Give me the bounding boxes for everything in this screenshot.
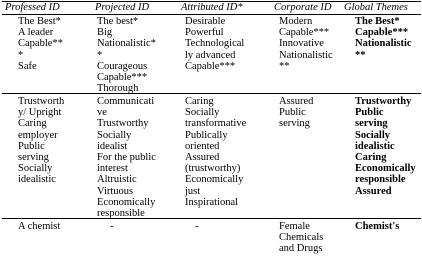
cell-line: idealist (97, 140, 128, 152)
cell-line: Assured (185, 152, 220, 164)
header-corporate-id: Corporate ID (274, 2, 332, 13)
header-professed-id: Professed ID (5, 2, 60, 13)
cell-corporate (279, 221, 323, 255)
cell-line: Female (279, 221, 310, 232)
cell-line: The Best* (355, 16, 400, 27)
cell-line: Caring (185, 96, 214, 107)
cell-line: Assured (279, 96, 314, 107)
cell-line: Socially (97, 129, 132, 141)
cell-line: Economically (185, 174, 244, 186)
cell-line: Modern (279, 16, 313, 27)
cell-line: employer (18, 129, 58, 141)
cell-attributed (185, 16, 244, 72)
cell-line: serving (18, 152, 49, 164)
cell-line: For the public (97, 152, 156, 164)
cell-line: Powerful (185, 27, 224, 39)
cell-line: A chemist (18, 221, 61, 232)
cell-projected (97, 96, 156, 219)
cell-line: - (110, 221, 114, 232)
cell-line: ve (97, 107, 107, 119)
cell-line: Altruistic (97, 174, 137, 186)
cell-line: The Best* (18, 16, 61, 27)
cell-line: Nationalistic (355, 38, 412, 50)
cell-line: Socially (355, 129, 391, 141)
header-projected-id: Projected ID (95, 2, 150, 13)
header-global-themes: Global Themes (344, 2, 408, 13)
cell-global-themes (355, 96, 416, 197)
cell-line: Nationalistic (279, 49, 333, 61)
cell-professed (18, 16, 63, 72)
row-divider-1 (2, 93, 421, 94)
cell-line: Caring (355, 152, 387, 164)
cell-line: Capable*** (355, 27, 409, 39)
cell-line: Chemicals (279, 232, 324, 244)
cell-line: Assured (355, 185, 392, 197)
cell-line: serving (355, 118, 388, 130)
cell-line: Economically (97, 196, 156, 208)
cell-line: ** (279, 60, 290, 72)
cell-line: Trustworth (18, 96, 65, 107)
cell-professed (18, 221, 60, 232)
cell-line: ly advanced (185, 49, 236, 61)
header-attributed-id: Attributed ID* (181, 2, 243, 13)
cell-line: responsible (97, 208, 145, 220)
cell-global-themes (355, 221, 399, 232)
cell-projected (110, 221, 114, 232)
cell-line: Courageous (97, 60, 148, 72)
cell-line: Trustworthy (355, 96, 412, 107)
cell-corporate (279, 96, 313, 130)
cell-line: The best* (97, 16, 139, 27)
header-rule (2, 14, 421, 15)
cell-line: Capable** (18, 38, 63, 50)
cell-line: interest (97, 163, 128, 175)
cell-line: transformative (185, 118, 247, 130)
cell-line: oriented (185, 140, 220, 152)
cell-line: Economically (355, 163, 416, 175)
cell-line: Socially (185, 107, 220, 119)
cell-line: Virtuous (97, 185, 134, 197)
cell-line: responsible (355, 174, 406, 186)
cell-line: idealistic (355, 140, 395, 152)
cell-line: y/ Upright (18, 107, 62, 119)
cell-line: (trustworthy) (185, 163, 241, 175)
cell-attributed (185, 96, 246, 208)
cell-line: A leader (18, 27, 54, 39)
cell-line: Innovative (279, 38, 324, 50)
cell-line: Public (18, 140, 45, 152)
cell-line: Public (355, 107, 384, 119)
cell-line: * (18, 49, 24, 61)
cell-line: Desirable (185, 16, 226, 27)
cell-line: ** (355, 49, 366, 61)
cell-line: and Drugs (279, 243, 323, 255)
cell-line: Chemist's (355, 221, 400, 232)
cell-line: Publically (185, 129, 228, 141)
cell-line: Technological (185, 38, 245, 50)
cell-line: Nationalistic* (97, 38, 156, 50)
cell-line: * (97, 49, 103, 61)
cell-line: Big (97, 27, 113, 39)
cell-line: Public (279, 107, 306, 119)
cell-global-themes (355, 16, 412, 61)
cell-projected (97, 16, 156, 94)
cell-line: Caring (18, 118, 47, 130)
cell-line: Trustworthy (97, 118, 149, 130)
cell-line: Socially (18, 163, 53, 175)
cell-professed (18, 96, 64, 186)
cell-line: serving (279, 118, 310, 130)
row-divider-2 (2, 218, 421, 219)
cell-line: Safe (18, 60, 37, 72)
cell-line: just (185, 185, 201, 197)
cell-line: Thorough (97, 83, 139, 95)
cell-line: Communicati (97, 96, 155, 107)
cell-line: Inspirational (185, 196, 239, 208)
cell-line: idealistic (18, 174, 56, 186)
cell-attributed (195, 221, 199, 232)
cell-line: - (195, 221, 199, 232)
cell-line: Capable*** (279, 27, 330, 39)
cell-corporate (279, 16, 333, 72)
cell-line: Capable*** (185, 60, 236, 72)
cell-line: Capable*** (97, 72, 148, 84)
